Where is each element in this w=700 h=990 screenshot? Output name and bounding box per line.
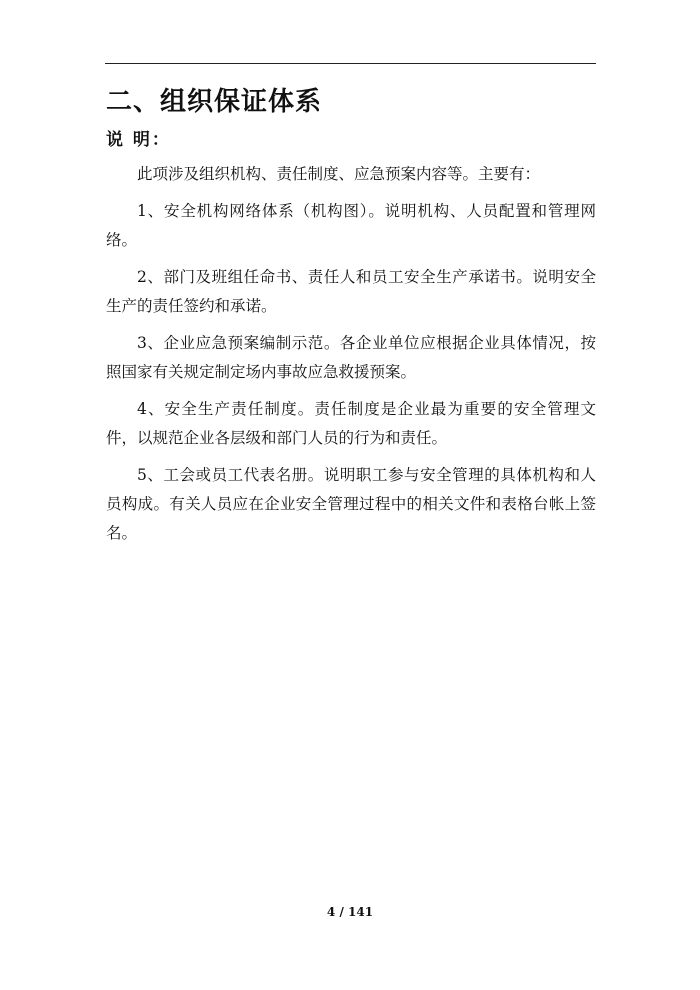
section-title: 二、组织保证体系 xyxy=(106,87,323,117)
list-item: 3、企业应急预案编制示范。各企业单位应根据企业具体情况，按照国家有关规定制定场内事故应急救援预案。 xyxy=(106,334,596,381)
header-rule xyxy=(105,63,596,64)
list-item: 5、工会或员工代表名册。说明职工参与安全管理的具体机构和人员构成。有关人员应在企业安全管理过程中的相关文件和表格台帐上签名。 xyxy=(106,466,596,542)
list-item: 2、部门及班组任命书、责任人和员工安全生产承诺书。说明安全生产的责任签约和承诺。 xyxy=(106,268,596,315)
intro-paragraph: 此项涉及组织机构、责任制度、应急预案内容等。主要有： xyxy=(137,165,541,183)
page-number: 4 / 141 xyxy=(326,905,374,919)
list-item: 1、安全机构网络体系（机构图）。说明机构、人员配置和管理网络。 xyxy=(106,202,596,249)
list-item: 4、安全生产责任制度。责任制度是企业最为重要的安全管理文件，以规范企业各层级和部门人员的行为和责任。 xyxy=(106,400,596,447)
note-heading: 说 明： xyxy=(106,130,171,150)
document-body xyxy=(106,160,596,556)
